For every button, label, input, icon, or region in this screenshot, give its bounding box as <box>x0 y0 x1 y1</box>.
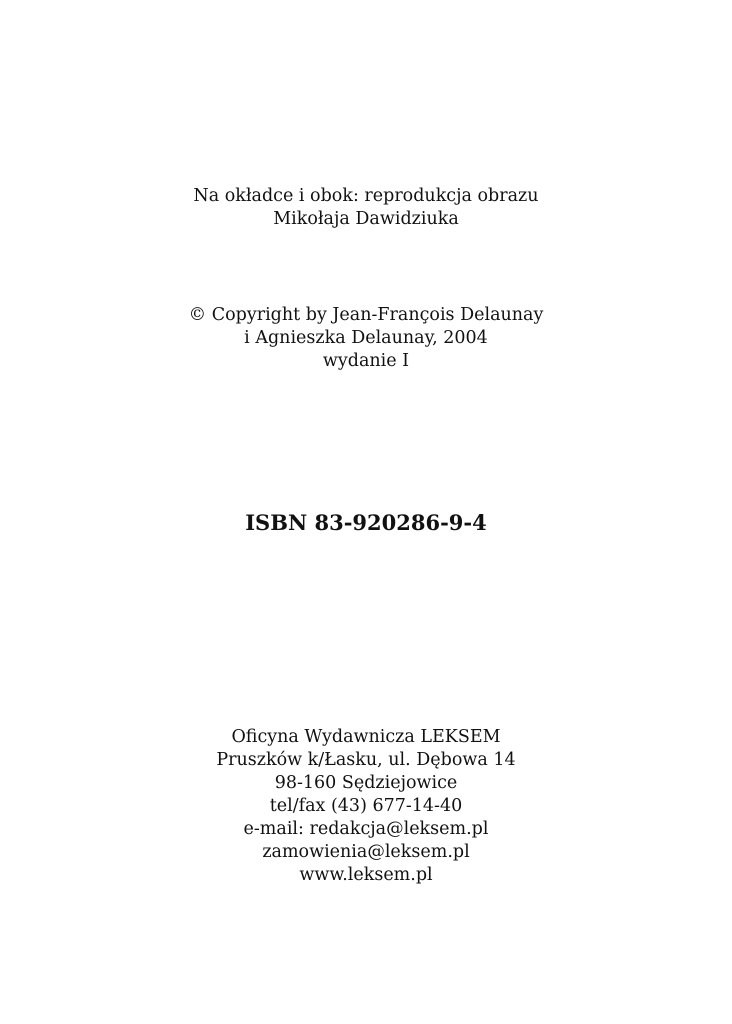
isbn-number: ISBN 83-920286-9-4 <box>245 510 487 535</box>
cover-credit-line-2: Mikołaja Dawidziuka <box>273 209 459 229</box>
cover-credit <box>0 185 732 231</box>
publisher-email: e-mail: redakcja@leksem.pl <box>243 819 489 839</box>
publisher-name: Oficyna Wydawnicza LEKSEM <box>231 727 501 747</box>
publisher-street-address: Pruszków k/Łasku, ul. Dębowa 14 <box>216 750 516 770</box>
copyright-line-1: © Copyright by Jean-François Delaunay <box>188 305 544 325</box>
publisher-city-address: 98-160 Sędziejowice <box>274 773 458 793</box>
publisher-info <box>0 726 732 887</box>
isbn-section <box>0 508 732 538</box>
edition-line: wydanie I <box>322 351 410 371</box>
copyright-line-2: i Agnieszka Delaunay, 2004 <box>244 328 488 348</box>
publisher-orders-email: zamowienia@leksem.pl <box>262 842 470 862</box>
cover-credit-line-1: Na okładce i obok: reprodukcja obrazu <box>193 186 539 206</box>
copyright-notice <box>0 304 732 373</box>
publisher-phone: tel/fax (43) 677-14-40 <box>269 796 463 816</box>
publisher-website: www.leksem.pl <box>299 865 433 885</box>
